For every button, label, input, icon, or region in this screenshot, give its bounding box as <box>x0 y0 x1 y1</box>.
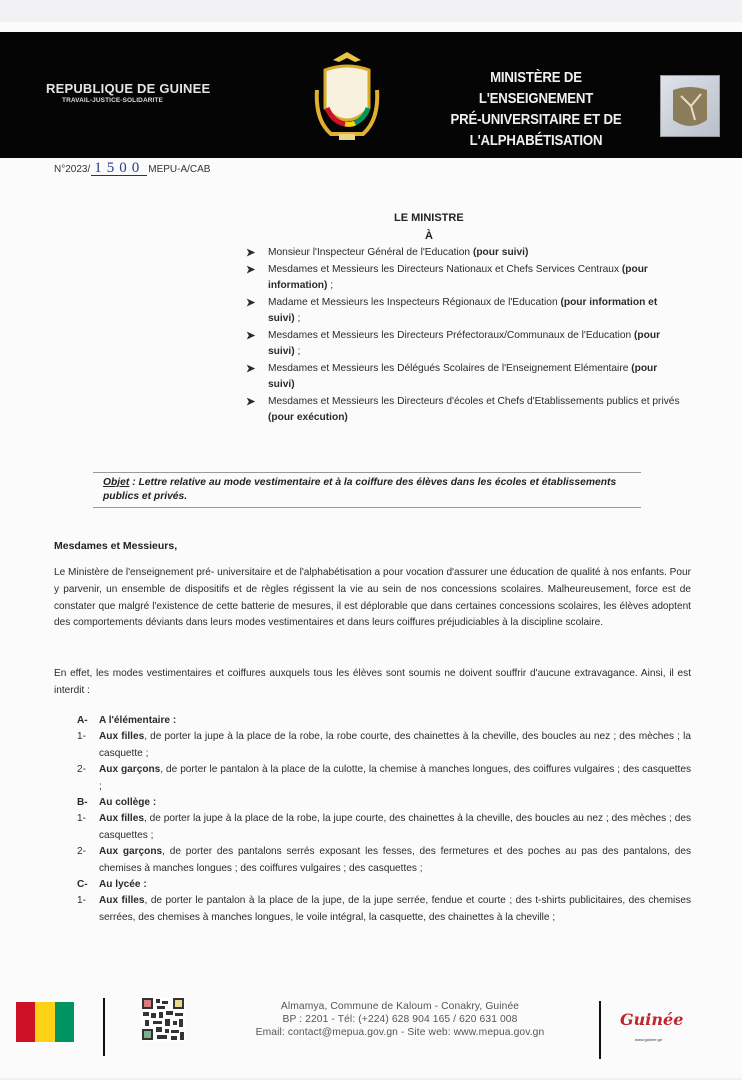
recipient-item <box>246 394 686 427</box>
arrow-bullet-icon: ➤ <box>246 362 256 375</box>
rule-target: Aux garçons <box>99 846 163 858</box>
rule-number: 1- <box>77 895 86 907</box>
recipient-note: (pour suivi) <box>268 329 661 357</box>
rule-number: 2- <box>77 764 86 776</box>
recipient-text: Mesdames et Messieurs les Directeurs d'écoles et Chefs d'Etablissements publics et privés <box>268 395 680 407</box>
rule-number: 1- <box>77 813 86 825</box>
recipient-note: (pour suivi) <box>268 362 658 390</box>
section-heading-elementary <box>77 713 691 729</box>
rule-number: 2- <box>77 846 86 858</box>
reference-prefix: N°2023/ <box>54 164 91 175</box>
recipient-text: Mesdames et Messieurs les Directeurs Préfectoraux/Communaux de l'Education <box>268 329 635 341</box>
section-title: Au lycée : <box>99 879 147 891</box>
recipient-item <box>246 262 686 295</box>
rule-item <box>77 844 691 877</box>
section-letter: A- <box>77 715 88 726</box>
minister-heading: LE MINISTRE <box>394 212 464 224</box>
recipients-list <box>246 245 686 427</box>
rule-target: Aux filles <box>99 895 145 907</box>
ministry-emblem-icon <box>660 75 720 137</box>
footer-address: Almamya, Commune de Kaloum - Conakry, Guinée <box>280 1001 520 1012</box>
rule-item <box>77 811 691 844</box>
subject-text: : Lettre relative au mode vestimentaire et à la coiffure des élèves dans les écoles et établissements publics et privés. <box>103 477 617 502</box>
rule-description: , de porter la jupe à la place de la robe, la jupe courte, des chainettes à la cheville, des boucles au nez ; des mèches ; des casquettes ; <box>99 813 692 841</box>
republic-name: REPUBLIQUE DE GUINEE <box>46 81 211 96</box>
body-paragraph-1: Le Ministère de l'enseignement pré- universitaire et de l'alphabétisation a pour vocation d'assurer une éducation de qualité à nos enfants. Pour y parvenir, un ensemble de dispositifs et de règles régissent la vie au sein de nos concessions scolaires. Malheureusement, force est de constater que malgré l'existence de cette batterie de mesures, il est déplorable que dans certaines concessions scolaires, les élèves adoptent des comportements déviants dans leurs modes vestimentaires et dans leurs coiffures préjudiciables à la discipline scolaire. <box>54 567 691 629</box>
recipient-text: Monsieur l'Inspecteur Général de l'Education <box>268 247 473 258</box>
ministry-line-2: PRÉ-UNIVERSITAIRE ET DE <box>450 111 622 128</box>
section-title: A l'élémentaire : <box>99 715 177 726</box>
recipient-item <box>246 361 686 394</box>
document-page <box>0 22 742 1078</box>
recipient-item <box>246 328 686 361</box>
rule-item <box>77 893 691 926</box>
reference-suffix: MEPU-A/CAB <box>148 164 211 175</box>
recipient-item <box>246 245 686 262</box>
section-letter: B- <box>77 797 88 809</box>
section-letter: C- <box>77 879 88 891</box>
flag-stripe-yellow <box>35 1002 54 1042</box>
rule-description: , de porter le pantalon à la place de la culotte, la chemise à manches longues, des coiffures vulgaires ; des casquettes ; <box>99 764 691 792</box>
rule-text <box>99 729 691 762</box>
qr-code-icon <box>141 997 185 1041</box>
section-heading-college <box>77 795 691 811</box>
recipient-note: (pour suivi) <box>472 247 529 258</box>
subject-label: Objet <box>103 477 130 488</box>
arrow-bullet-icon: ➤ <box>246 296 256 309</box>
footer-divider <box>103 998 105 1056</box>
rule-description: , de porter des pantalons serrés exposant les fesses, des fermetures et des poches au pas des pantalons, des chemises à manches longues ; des coiffures vulgaires ; des casquettes ; <box>99 846 691 874</box>
footer-phone: BP : 2201 - Tél: (+224) 628 904 165 / 620 631 008 <box>282 1014 518 1025</box>
rule-text <box>99 893 691 926</box>
rule-text <box>99 844 691 877</box>
salutation: Mesdames et Messieurs, <box>54 540 178 552</box>
guinee-brand-logo: Guinée <box>620 1010 684 1029</box>
recipient-text: Madame et Messieurs les Inspecteurs Régionaux de l'Education <box>268 296 561 308</box>
footer-email-web: Email: contact@mepua.gov.gn - Site web: www.mepua.gov.gn <box>255 1027 545 1038</box>
rule-text <box>99 811 691 844</box>
prohibitions-list <box>77 713 691 926</box>
rule-text <box>99 762 691 795</box>
rule-target: Aux garçons <box>99 764 161 776</box>
recipient-item <box>246 295 686 328</box>
guinee-brand-url: www.guinee.gn <box>635 1037 663 1042</box>
recipient-note: (pour exécution) <box>268 412 348 423</box>
arrow-bullet-icon: ➤ <box>246 395 256 408</box>
ministry-title <box>434 67 638 151</box>
recipient-text: Mesdames et Messieurs les Délégués Scolaires de l'Enseignement Elémentaire <box>268 362 632 374</box>
recipient-tail: ; <box>294 346 301 357</box>
section-heading-lycee <box>77 877 691 893</box>
guinea-flag-icon <box>16 1002 74 1042</box>
rule-item <box>77 762 691 795</box>
letterhead-banner <box>0 32 742 158</box>
recipient-note: (pour information et suivi) <box>268 296 658 324</box>
arrow-bullet-icon: ➤ <box>246 263 256 276</box>
rule-description: , de porter le pantalon à la place de la jupe, de la jupe serrée, fendue et courte ; des t-shirts publicitaires, des chemises serrées, des chemises à manches longues, le voile intégral, la casquette, des chainettes à la cheville ; <box>99 895 692 923</box>
rule-number: 1- <box>77 731 86 743</box>
section-title: Au collège : <box>99 797 157 809</box>
subject-line <box>93 472 641 508</box>
rule-description: , de porter la jupe à la place de la robe, la robe courte, des chainettes à la cheville, des boucles au nez ; des mèches ; la casquette ; <box>99 731 691 759</box>
footer-divider <box>599 1001 601 1059</box>
reference-handwritten-number: 1500 <box>91 161 147 176</box>
footer-contact <box>228 1000 572 1039</box>
recipient-tail: ; <box>327 280 334 291</box>
rule-target: Aux filles <box>99 813 144 825</box>
body-paragraph-2: En effet, les modes vestimentaires et coiffures auxquels tous les élèves sont soumis ne doivent souffrir d'aucune extravagance. Ainsi, il est interdit : <box>54 668 691 696</box>
addressee-label: À <box>425 230 433 242</box>
flag-stripe-red <box>16 1002 35 1042</box>
recipient-tail: ; <box>294 313 301 324</box>
reference-number <box>54 161 210 176</box>
rule-target: Aux filles <box>99 731 145 743</box>
ministry-line-1: MINISTÈRE DE L'ENSEIGNEMENT <box>478 69 594 107</box>
arrow-bullet-icon: ➤ <box>246 329 256 342</box>
recipient-note: (pour information) <box>268 263 648 291</box>
recipient-text: Mesdames et Messieurs les Directeurs Nationaux et Chefs Services Centraux <box>268 263 622 275</box>
rule-item <box>77 729 691 762</box>
coat-of-arms-icon <box>311 50 383 146</box>
national-motto: TRAVAIL-JUSTICE-SOLIDARITE <box>62 97 163 104</box>
ministry-line-3: L'ALPHABÉTISATION <box>469 132 603 149</box>
flag-stripe-green <box>55 1002 74 1042</box>
arrow-bullet-icon: ➤ <box>246 247 256 259</box>
